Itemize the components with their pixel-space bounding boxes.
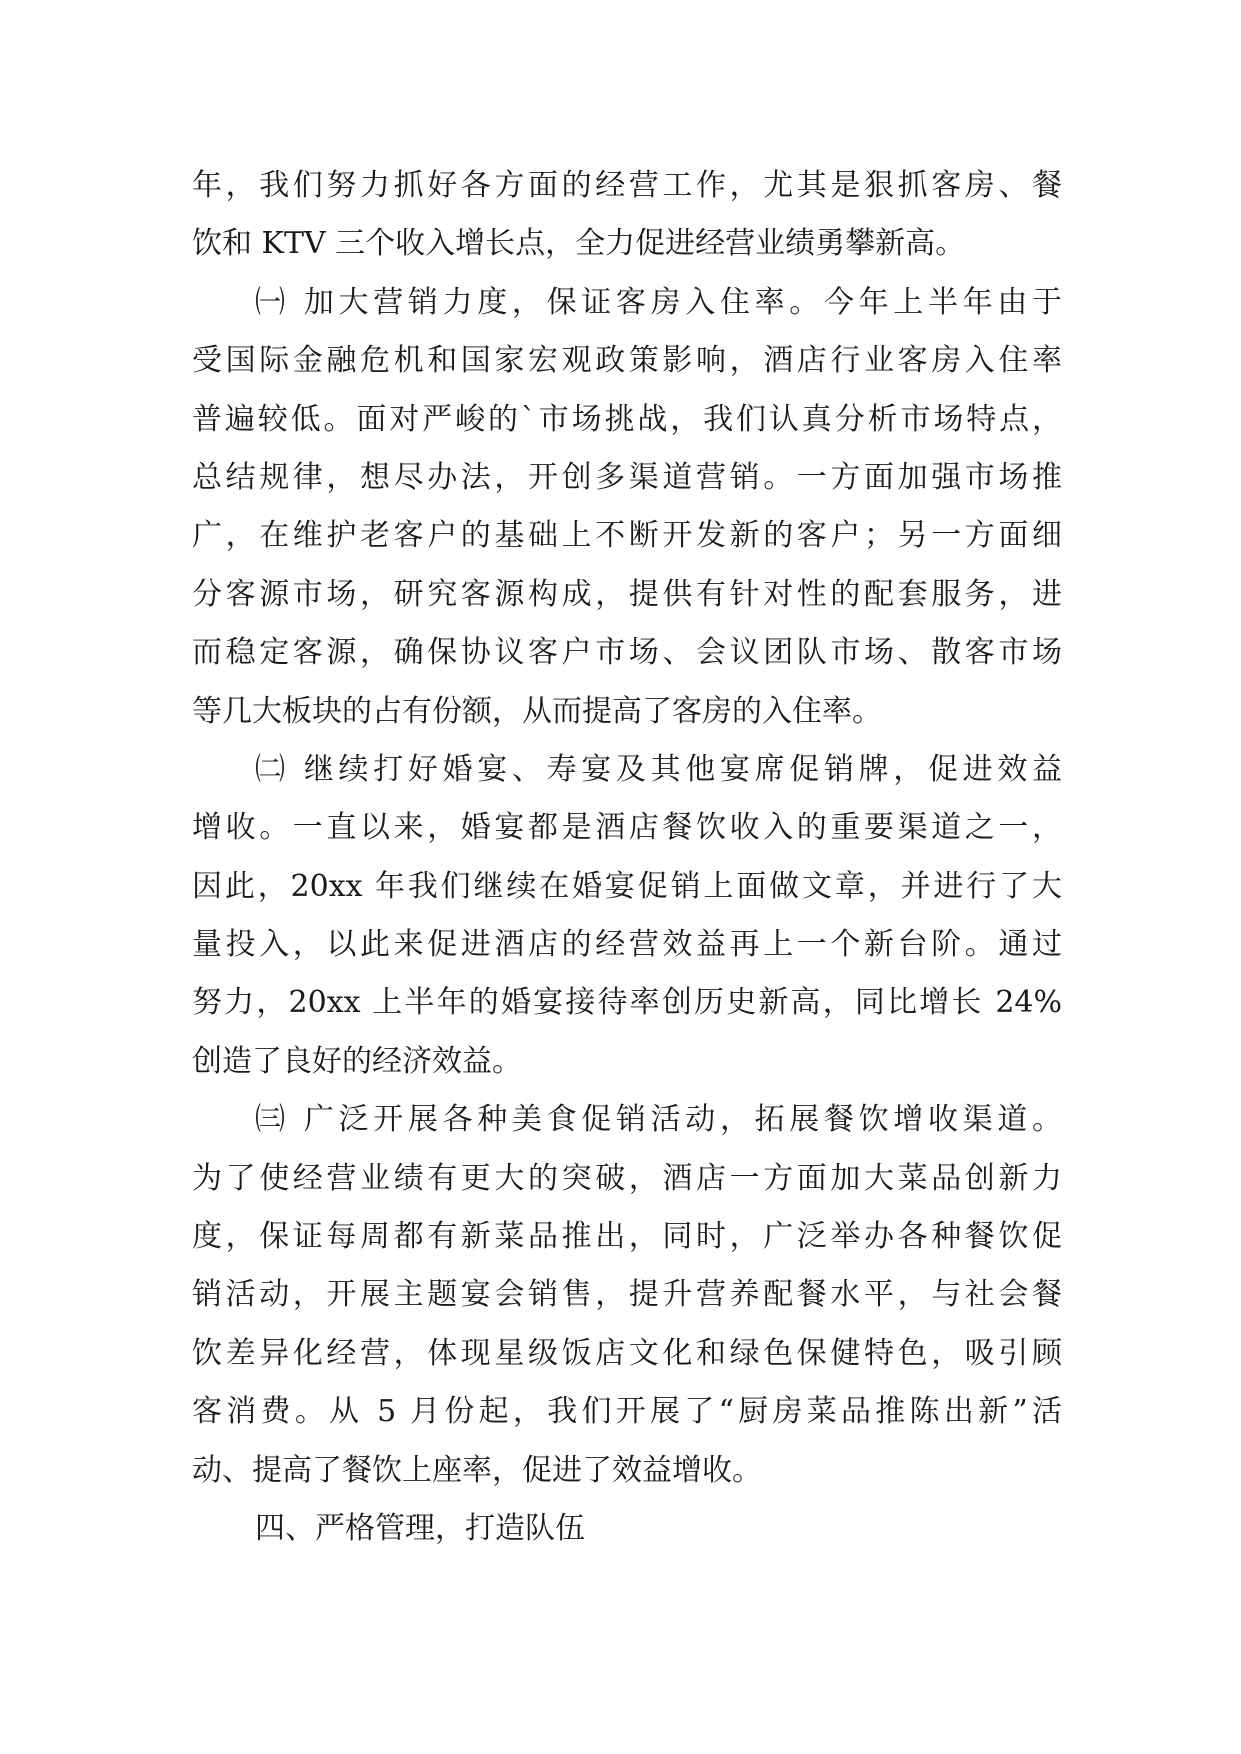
text-line: 四、严格管理，打造队伍 [255, 1510, 585, 1546]
text-line: 动、提高了餐饮上座率，促进了效益增收。 [192, 1452, 762, 1488]
text-line: 客消费。从 5 月份起，我们开展了“厨房菜品推陈出新”活 [192, 1394, 1062, 1430]
document-body [192, 157, 1062, 1558]
text-line: 受国际金融危机和国家宏观政策影响，酒店行业客房入住率 [192, 343, 1062, 379]
text-line: 广，在维护老客户的基础上不断开发新的客户；另一方面细 [192, 518, 1062, 554]
text-line: 因此，20xx 年我们继续在婚宴促销上面做文章，并进行了大 [192, 868, 1062, 904]
text-line: 分客源市场，研究客源构成，提供有针对性的配套服务，进 [192, 576, 1062, 612]
text-line: 量投入，以此来促进酒店的经营效益再上一个新台阶。通过 [192, 927, 1062, 963]
text-line: 而稳定客源，确保协议客户市场、会议团队市场、散客市场 [192, 635, 1062, 671]
text-line: ㈡ 继续打好婚宴、寿宴及其他宴席促销牌，促进效益 [255, 751, 1062, 787]
text-line: 创造了良好的经济效益。 [192, 1043, 522, 1079]
text-line: 销活动，开展主题宴会销售，提升营养配餐水平，与社会餐 [192, 1277, 1062, 1313]
text-line: ㈢ 广泛开展各种美食促销活动，拓展餐饮增收渠道。 [255, 1102, 1062, 1138]
text-line: ㈠ 加大营销力度，保证客房入住率。今年上半年由于 [255, 284, 1062, 320]
text-line: 饮和 KTV 三个收入增长点，全力促进经营业绩勇攀新高。 [192, 226, 966, 262]
text-line: 努力，20xx 上半年的婚宴接待率创历史新高，同比增长 24% [192, 985, 1062, 1021]
text-line: 总结规律，想尽办法，开创多渠道营销。一方面加强市场推 [192, 459, 1062, 495]
text-line: 为了使经营业绩有更大的突破，酒店一方面加大菜品创新力 [192, 1160, 1062, 1196]
text-line: 增收。一直以来，婚宴都是酒店餐饮收入的重要渠道之一， [192, 810, 1062, 846]
text-line: 普遍较低。面对严峻的`市场挑战，我们认真分析市场特点， [192, 401, 1062, 437]
text-line: 等几大板块的占有份额，从而提高了客房的入住率。 [192, 693, 882, 729]
text-line: 度，保证每周都有新菜品推出，同时，广泛举办各种餐饮促 [192, 1219, 1062, 1255]
text-line: 饮差异化经营，体现星级饭店文化和绿色保健特色，吸引顾 [192, 1335, 1062, 1371]
text-line: 年，我们努力抓好各方面的经营工作，尤其是狠抓客房、餐 [192, 168, 1062, 203]
